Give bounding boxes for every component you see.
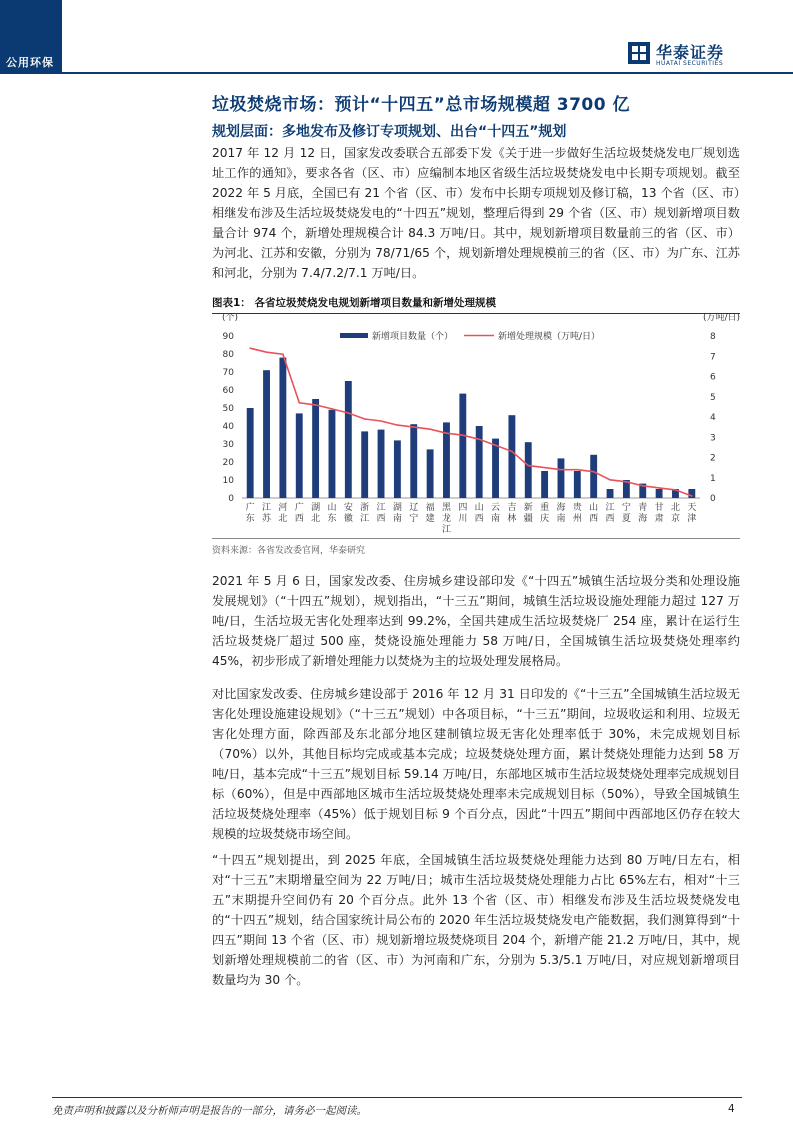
x-tick-label: 甘肃 (654, 503, 664, 524)
bar (427, 449, 434, 498)
x-tick-label: 云南 (491, 503, 501, 524)
x-axis-labels (246, 501, 697, 535)
bar (345, 381, 352, 498)
paragraph-2: 2021 年 5 月 6 日，国家发改委、住房城乡建设部印发《“十四五”城镇生活垃圾分类和处理设施发展规划》（“十四五”规划），规划指出，“十三五”期间，城镇生活垃圾设施处理能力超过 127 万吨/日，生活垃圾无害化处理率达到 99.2%，全国共建成生活垃圾焚烧厂 254 座，累计在运行生活垃圾焚烧厂超过 500 座，焚烧设施处理能力 58 万吨/日，全国城镇生活垃圾焚烧处理率约 45%，初步形成了新增处理能力以焚烧为主的垃圾处理发展格局。 (212, 574, 740, 668)
left-axis-tick: 70 (222, 368, 234, 378)
left-axis-unit: (个) (221, 314, 238, 323)
line-point (266, 351, 268, 353)
left-axis-tick: 20 (222, 458, 234, 468)
x-tick-label: 江西 (376, 503, 386, 524)
x-tick-label: 天津 (687, 503, 697, 524)
x-tick-label: 广西 (294, 503, 304, 524)
right-axis-tick: 7 (710, 352, 716, 363)
bar (247, 408, 254, 498)
line-point (331, 408, 333, 410)
chart-legend (340, 330, 600, 342)
x-tick-label: 山西 (474, 503, 484, 524)
bar (410, 424, 417, 498)
x-tick-label: 江西 (605, 503, 615, 524)
bar (361, 431, 368, 498)
bar (378, 430, 385, 498)
bar (296, 413, 303, 498)
legend-bar-swatch (340, 333, 368, 338)
line-point (478, 438, 480, 440)
bar (590, 455, 597, 498)
left-axis-tick: 50 (222, 404, 234, 414)
bar (329, 410, 336, 498)
figure-title: 图表1： 各省垃圾焚烧发电规划新增项目数量和新增处理规模 (212, 297, 496, 309)
bar (394, 440, 401, 498)
bar-series (242, 358, 700, 498)
line-point (658, 487, 660, 489)
footer-divider (52, 1097, 742, 1098)
right-axis-tick: 1 (710, 473, 716, 484)
line-point (527, 465, 529, 467)
right-axis-tick: 8 (710, 332, 716, 342)
line-point (462, 434, 464, 436)
x-tick-label: 湖北 (311, 503, 321, 524)
line-point (626, 481, 628, 483)
left-axis-tick: 80 (222, 350, 234, 360)
x-tick-label: 福建 (425, 503, 435, 524)
left-axis-tick: 90 (222, 332, 234, 342)
line-point (609, 479, 611, 481)
line-point (560, 469, 562, 471)
line-point (577, 469, 579, 471)
line-point (413, 426, 415, 428)
right-axis-unit: (万吨/日) (702, 314, 740, 323)
line-point (675, 489, 677, 491)
sector-label: 公用环保 (6, 56, 54, 69)
province-project-chart (212, 314, 740, 538)
left-axis-tick: 40 (222, 422, 234, 432)
right-axis-tick: 4 (710, 413, 716, 423)
line-point (397, 424, 399, 426)
x-tick-label: 黑龙江 (441, 503, 451, 535)
bar (525, 442, 532, 498)
right-axis-tick: 5 (710, 392, 716, 403)
left-axis-tick: 10 (222, 476, 234, 486)
figure-divider-bottom (212, 538, 740, 539)
bar (312, 399, 319, 498)
line-point (282, 353, 284, 355)
x-tick-label: 宁夏 (621, 503, 631, 524)
bar (574, 471, 581, 498)
line-point (446, 432, 448, 434)
x-tick-label: 浙江 (360, 503, 370, 524)
legend-bar-label: 新增项目数量（个） (372, 332, 454, 342)
paragraph-1: 2017 年 12 月 12 日，国家发改委联合五部委下发《关于进一步做好生活垃圾焚烧发电厂规划选址工作的通知》，要求各省（区、市）应编制本地区省级生活垃圾焚烧发电中长期专项规划。截至 2022 年 5 月底，全国已有 21 个省（区、市）发布中长期专项规划及修订稿，13 个省（区、市）相继发布涉及生活垃圾焚烧发电的“十四五”规划，整理后得到 29 个省（区、市）规划新增项目数量合计 974 个，新增处理规模合计 84.3 万吨/日。其中，规划新增项目数量前三的省（区、市）为河北、江苏和安徽，分别为 78/71/65 个，规划新增处理规模前三的省（区、市）为广东、江苏和河北，分别为 7.4/7.2/7.1 万吨/日。 (212, 146, 740, 280)
report-header (0, 0, 793, 72)
x-tick-label: 新疆 (523, 503, 533, 524)
x-tick-label: 河北 (278, 503, 288, 524)
line-point (593, 471, 595, 473)
line-point (429, 428, 431, 430)
line-point (380, 420, 382, 422)
bar (607, 489, 614, 498)
x-tick-label: 广东 (245, 503, 255, 524)
bar (263, 370, 270, 498)
line-point (544, 467, 546, 469)
bar (279, 358, 286, 498)
x-tick-label: 江苏 (262, 503, 272, 524)
left-axis-tick: 0 (228, 494, 234, 504)
left-axis-tick: 60 (222, 386, 234, 396)
line-point (691, 495, 693, 497)
figure-source: 资料来源：各省发改委官网，华泰研究 (212, 546, 366, 556)
x-tick-label: 山西 (589, 503, 599, 524)
right-axis-tick: 2 (710, 453, 716, 464)
legend-line-label: 新增处理规模（万吨/日） (498, 332, 601, 342)
bar (558, 458, 565, 498)
company-logo (628, 40, 738, 70)
x-tick-label: 山东 (327, 503, 337, 524)
paragraph-4: “十四五”规划提出，到 2025 年底，全国城镇生活垃圾焚烧处理能力达到 80 万吨/日左右，相对“十三五”末期增量空间为 22 万吨/日；城市生活垃圾焚烧处理能力占比 65%左右，相对“十三五”末期提升空间仍有 20 个百分点。此外 13 个省（区、市）相继发布涉及生活垃圾焚烧发电的“十四五”规划，结合国家统计局公布的 2020 年生活垃圾焚烧发电产能数据，我们测算得到“十四五”期间 13 个省（区、市）规划新增垃圾焚烧项目 204 个，新增产能 21.2 万吨/日，其中，规划新增处理规模前二的省（区、市）为河南和广东，分别为 5.3/5.1 万吨/日，对应规划新增项目数量均为 30 个。 (212, 853, 740, 987)
line-point (249, 347, 251, 349)
header-divider (0, 72, 793, 74)
bar (656, 489, 663, 498)
line-point (495, 445, 497, 447)
x-tick-label: 海南 (556, 503, 566, 524)
section-subtitle: 规划层面：多地发布及修订专项规划、出台“十四五”规划 (212, 124, 567, 140)
x-tick-label: 辽宁 (409, 503, 419, 524)
right-axis-tick: 0 (710, 494, 716, 504)
x-tick-label: 重庆 (540, 503, 550, 524)
x-tick-label: 吉林 (507, 503, 517, 524)
left-axis-tick: 30 (222, 440, 234, 450)
logo-mark-icon (628, 42, 650, 64)
bar (541, 471, 548, 498)
bar (508, 415, 515, 498)
x-tick-label: 北京 (670, 503, 680, 524)
logo-text-cn: 华泰证券 (656, 43, 725, 62)
line-point (642, 485, 644, 487)
line-point (511, 451, 513, 453)
page-number: 4 (728, 1103, 735, 1115)
bar (492, 439, 499, 498)
x-tick-label: 安徽 (343, 503, 353, 524)
logo-text-en: HUATAI SECURITIES (656, 60, 724, 67)
line-point (315, 404, 317, 406)
footer-disclaimer: 免责声明和披露以及分析师声明是报告的一部分，请务必一起阅读。 (52, 1105, 367, 1117)
section-title: 垃圾焚烧市场：预计“十四五”总市场规模超 3700 亿 (212, 95, 630, 115)
x-tick-label: 贵州 (572, 503, 582, 524)
right-axis-tick: 6 (710, 372, 716, 383)
right-axis (703, 314, 740, 504)
line-point (364, 418, 366, 420)
x-tick-label: 青海 (638, 503, 648, 524)
left-axis (222, 314, 238, 504)
right-axis-tick: 3 (710, 433, 716, 444)
x-tick-label: 四川 (458, 503, 468, 524)
bar (459, 394, 466, 498)
bar (476, 426, 483, 498)
line-point (298, 402, 300, 404)
x-tick-label: 湖南 (392, 503, 402, 524)
line-point (348, 412, 350, 414)
paragraph-3: 对比国家发改委、住房城乡建设部于 2016 年 12 月 31 日印发的《“十三五”全国城镇生活垃圾无害化处理设施建设规划》（“十三五”规划）中各项目标，“十三五”期间，垃圾收运和利用、垃圾无害化处理方面，除西部及东北部分地区建制镇垃圾无害化处理率低于 30%，未完成规划目标（70%）以外，其他目标均完成或基本完成；垃圾焚烧处理方面，累计焚烧处理能力达到 58 万吨/日，基本完成“十三五”规划目标 59.14 万吨/日，东部地区城市生活垃圾焚烧处理率完成规划目标（60%），但是中西部地区城市生活垃圾焚烧处理率未完成规划目标（50%），导致全国城镇生活垃圾焚烧处理率（45%）低于规划目标 9 个百分点，因此“十四五”期间中西部地区仍存在较大规模的垃圾焚烧市场空间。 (212, 687, 740, 841)
